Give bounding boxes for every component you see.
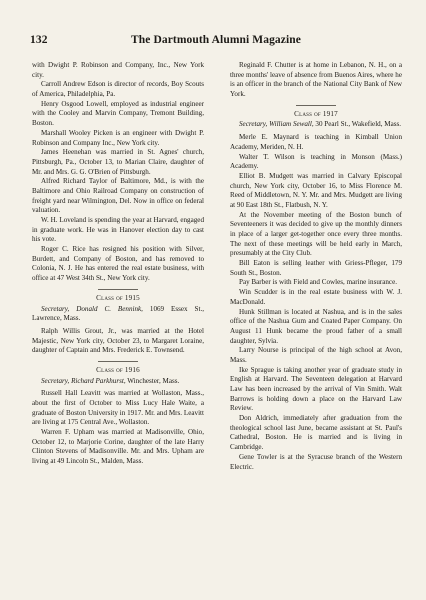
class-heading: Class of 1917: [294, 109, 338, 118]
class-secretary: [32, 305, 204, 324]
article-paragraph: Marshall Wooley Picken is an engineer with Dwight P. Robinson and Company Inc., New York city.: [32, 128, 204, 147]
secretary-address: 30 Pearl St., Wakefield, Mass.: [315, 120, 402, 129]
article-paragraph: Hunk Stillman is located at Nashua, and is in the sales office of the Nashua Gum and Coated Paper Company. On August 11 Hunk became the proud father of a small daughter, Sylvia.: [230, 307, 402, 345]
article-paragraph: James Heenehan was married in St. Agnes' church, Pittsburgh, Pa., October 13, to Marian Claire, daughter of Mr. and Mrs. G. G. O'Brien of Pittsburgh.: [32, 148, 204, 176]
article-paragraph: Henry Osgood Lowell, employed as industrial engineer with the Cooley and Marvin Company, Tremont Building, Boston.: [32, 99, 204, 128]
article-paragraph: Roger C. Rice has resigned his position with Silver, Burdett, and Company of Boston, and has removed to Colonia, N. J. He has entered the real estate business, with office at 47 West 34th St., New York city.: [32, 245, 204, 283]
class-secretary: [230, 120, 402, 130]
article-paragraph: Pay Barber is with Field and Cowles, marine insurance.: [239, 278, 397, 287]
article-paragraph: Win Scudder is in the real estate business with W. J. MacDonald.: [230, 288, 402, 306]
section-divider: [296, 105, 336, 106]
article-paragraph: Ralph Willis Grout, Jr., was married at the Hotel Majestic, New York city, October 23, to Margaret Loraine, daughter of Captain and Mrs. Frederick E. Townsend.: [32, 326, 204, 355]
page-header: [30, 34, 402, 50]
right-column: [230, 61, 402, 581]
page-number: 132: [30, 34, 48, 46]
left-column: [32, 61, 204, 581]
article-paragraph: Ike Sprague is taking another year of graduate study in English at Harvard. The Seventeen delegation at Harvard Law has been increased by the arrival of Vin Smith. Walt Barrows is holding down a place on the Harvard Law Review.: [230, 365, 402, 413]
article-paragraph: Don Aldrich, immediately after graduation from the theological school last June, became assistant at St. Paul's Cathedral, Boston. He is married and is living in Cambridge.: [230, 414, 402, 452]
secretary-name: William Sewall,: [269, 120, 314, 129]
secretary-label: Secretary,: [41, 376, 70, 385]
article-paragraph: Bill Eaton is selling leather with Griess-Pfleger, 179 South St., Boston.: [230, 259, 402, 277]
class-heading: Class of 1916: [96, 365, 140, 374]
article-paragraph: Warren F. Upham was married at Madisonville, Ohio, October 12, to Marjorie Corine, daughter of the late Harry Clinton Stevens of Madisonville. Mr. and Mrs. Upham are living at 49 Lincoln St., Malden, Mass.: [32, 428, 204, 466]
secretary-name: Richard Parkhurst,: [71, 376, 126, 385]
article-paragraph: At the November meeting of the Boston bunch of Seventeeners it was decided to give up the monthly dinners in place of a larger get-together once every three months. The next of these meetings will be held early in March, presumably at the City Club.: [230, 210, 402, 258]
article-paragraph: with Dwight P. Robinson and Company, Inc., New York city.: [32, 61, 204, 79]
secretary-name: Donald C. Bennink,: [76, 304, 143, 313]
section-divider: [98, 289, 138, 290]
magazine-title: The Dartmouth Alumni Magazine: [131, 34, 301, 46]
article-paragraph: Reginald F. Chutter is at home in Lebanon, N. H., on a three months' leave of absence from Buenos Aires, where he is an officer in the branch of the National City Bank of New York.: [230, 61, 402, 99]
article-paragraph: Larry Nourse is principal of the high school at Avon, Mass.: [230, 346, 402, 364]
secretary-address: 1069 Essex St., Lawrence, Mass.: [32, 304, 204, 323]
article-paragraph: Alfred Richard Taylor of Baltimore, Md., is with the Baltimore and Ohio Railroad Company on construction of freight yard near Wilmington, Del. Now in office on federal valuation.: [32, 177, 204, 215]
article-paragraph: Gene Towler is at the Syracuse branch of the Western Electric.: [230, 452, 402, 471]
article-paragraph: W. H. Loveland is spending the year at Harvard, engaged in graduate work. He was in Hanover election day to cast his vote.: [32, 216, 204, 244]
class-secretary: [32, 377, 204, 387]
secretary-label: Secretary,: [239, 120, 268, 129]
article-paragraph: Russell Hall Leavitt was married at Wollaston, Mass., about the first of October to Miss Lucy Hale Waite, a graduate of Boston University in 1917. Mr. and Mrs. Leavitt are living at 175 Central Ave., Wollaston.: [32, 389, 204, 427]
secretary-address: Winchester, Mass.: [127, 376, 180, 385]
article-paragraph: Merle E. Maynard is teaching in Kimball Union Academy, Meriden, N. H.: [230, 133, 402, 151]
section-divider: [98, 361, 138, 362]
class-heading: Class of 1915: [96, 293, 140, 302]
article-paragraph: Carroll Andrew Edson is director of records, Boy Scouts of America, Philadelphia, Pa.: [32, 80, 204, 99]
secretary-label: Secretary,: [41, 304, 70, 313]
article-paragraph: Elliot B. Mudgett was married in Calvary Episcopal church, New York city, October 16, to Miss Florence M. Reed of Middletown, N. Y. Mr. and Mrs. Mudgett are living at 90 East 18th St., Flatbush, N. Y.: [230, 171, 402, 209]
article-paragraph: Walter T. Wilson is teaching in Monson (Mass.) Academy.: [230, 152, 402, 171]
